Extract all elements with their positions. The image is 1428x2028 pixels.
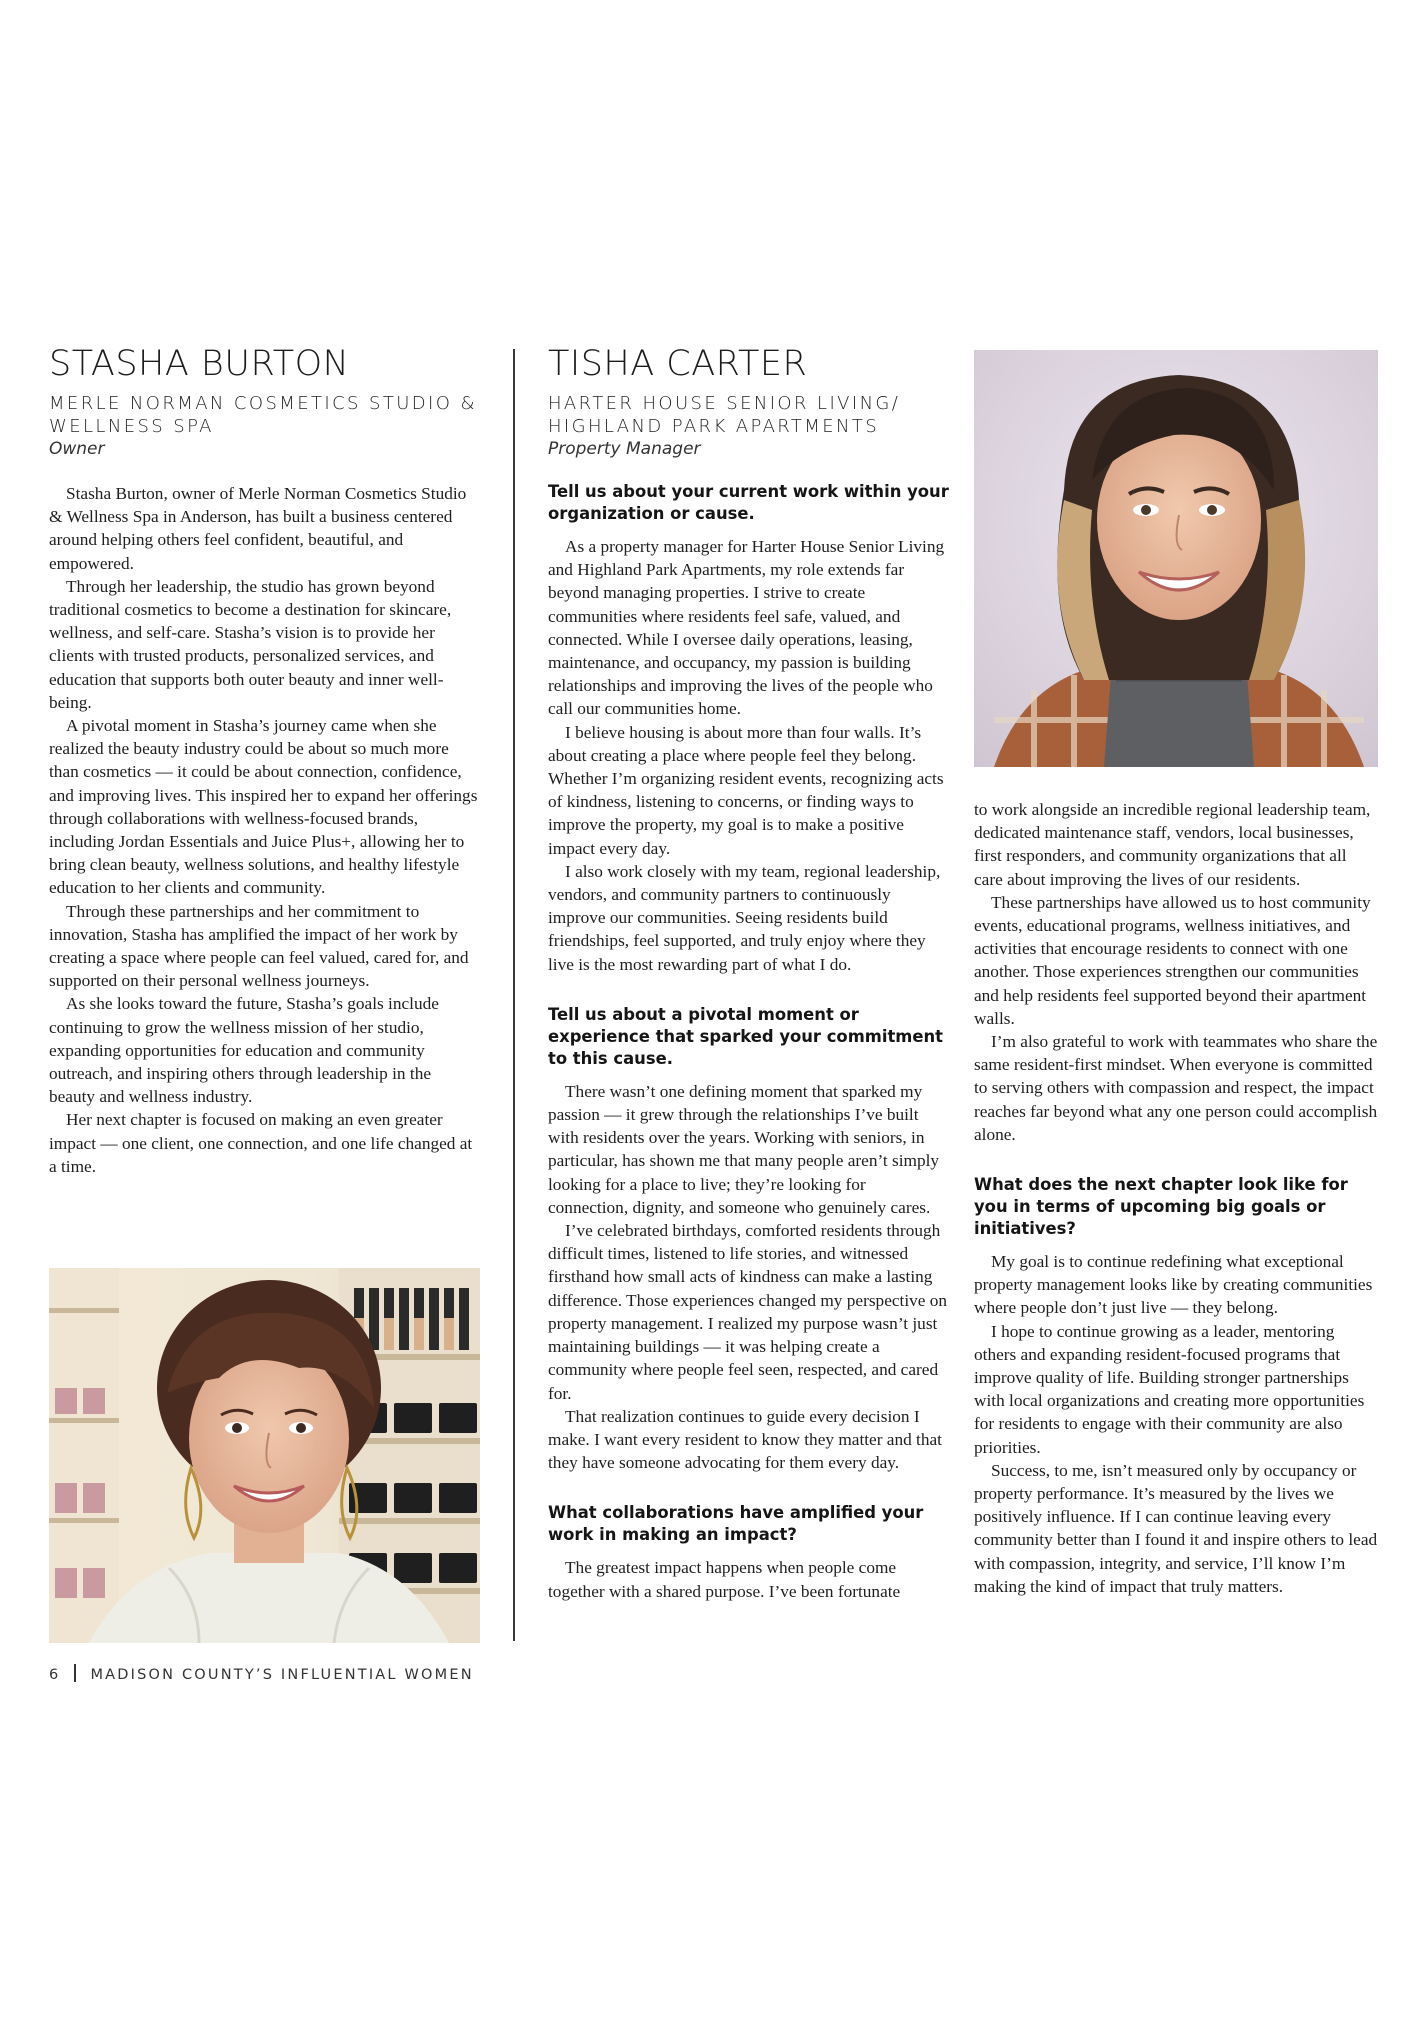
interview-question: Tell us about your current work within your organization or cause. <box>548 482 949 523</box>
body-paragraph: I’ve celebrated birthdays, comforted residents through difficult times, listened to life stories, and witnessed firsthand how small acts of kindness can make a lasting difference. Those experiences changed my perspective on property management. I realized my purpose wasn’t just maintaining buildings — it was helping create a community where people feel seen, respected, and cared for. <box>548 1221 948 1403</box>
page-footer <box>49 1664 474 1683</box>
profile-body-tisha-col2 <box>974 798 1378 1598</box>
body-paragraph: That realization continues to guide every decision I make. I want every resident to know they matter and that they have someone advocating for them every day. <box>548 1406 942 1473</box>
role-title: Owner <box>49 439 105 459</box>
body-paragraph: I also work closely with my team, regional leadership, vendors, and community partners to continuously improve our communities. Seeing residents build friendships, feel supported, and truly enjoy where they live is the most rewarding part of what I do. <box>548 861 941 974</box>
interview-question: What does the next chapter look like for you in terms of upcoming big goals or initiatives? <box>974 1175 1348 1239</box>
body-paragraph: Through her leadership, the studio has grown beyond traditional cosmetics to become a destination for skincare, wellness, and self-care. Stasha’s vision is to provide her clients with trusted products, personalized services, and education that supports both outer beauty and inner well-being. <box>49 576 452 712</box>
body-paragraph: Through these partnerships and her commitment to innovation, Stasha has amplified the impact of her work by creating a space where people can feel valued, cared for, and supported on their personal wellness journeys. <box>49 901 469 991</box>
body-paragraph: Her next chapter is focused on making an even greater impact — one client, one connection, and one life changed at a time. <box>49 1110 473 1176</box>
profile-tisha-carter <box>548 344 950 460</box>
body-paragraph: A pivotal moment in Stasha’s journey came when she realized the beauty industry could be about so much more than cosmetics — it could be about connection, confidence, and improving lives. This inspired her to expand her offerings through collaborations with wellness-focused brands, including Jordan Essentials and Juice Plus+, allowing her to bring clean beauty, wellness solutions, and healthy lifestyle education to her clients and community. <box>49 716 478 898</box>
body-paragraph: to work alongside an incredible regional leadership team, dedicated maintenance staff, vendors, local businesses, first responders, and community organizations that all care about improving the lives of our residents. <box>974 800 1371 889</box>
interview-question: Tell us about a pivotal moment or experience that sparked your commitment to this cause. <box>548 1004 944 1068</box>
profile-stasha-burton <box>49 344 481 460</box>
interview-question: What collaborations have amplified your work in making an impact? <box>548 1503 924 1545</box>
portrait-photo-stasha-burton <box>49 1268 480 1643</box>
body-paragraph: I believe housing is about more than four walls. It’s about creating a place where people feel they belong. Whether I’m organizing resident events, recognizing acts of kindness, listening to concerns, or finding ways to improve the property, my goal is to make a positive impact every day. <box>548 722 944 858</box>
portrait-illustration <box>974 350 1378 767</box>
page-number: 6 <box>49 1667 61 1683</box>
organization-name: HARTER HOUSE SENIOR LIVING/ HIGHLAND PARK APARTMENTS <box>548 393 901 437</box>
body-paragraph: Success, to me, isn’t measured only by occupancy or property performance. It’s measured by the lives we positively influence. If I can continue leaving every community better than I found it and inspire others to lead with compassion, integrity, and service, I’ll know I’m making the kind of impact that truly matters. <box>974 1460 1378 1596</box>
portrait-photo-tisha-carter <box>974 350 1378 767</box>
footer-divider <box>74 1664 76 1682</box>
profile-body-stasha <box>49 482 481 1178</box>
column-divider <box>513 349 515 1641</box>
profile-name: TISHA CARTER <box>548 344 808 384</box>
body-paragraph: The greatest impact happens when people come together with a shared purpose. I’ve been fortunate <box>548 1558 901 1601</box>
portrait-illustration <box>49 1268 480 1643</box>
body-paragraph: These partnerships have allowed us to host community events, educational programs, wellness initiatives, and activities that encourage residents to connect with one another. Those experiences strengthen our communities and help residents feel supported beyond their apartment walls. <box>974 892 1371 1028</box>
profile-body-tisha-col1 <box>548 481 950 1603</box>
body-paragraph: I hope to continue growing as a leader, mentoring others and expanding resident-focused programs that improve quality of life. Building stronger partnerships with local organizations and creating more opportunities for residents to engage with their community are also priorities. <box>974 1321 1365 1457</box>
body-paragraph: My goal is to continue redefining what exceptional property management looks like by creating communities where people don’t just live — they belong. <box>974 1252 1373 1318</box>
body-paragraph: There wasn’t one defining moment that sparked my passion — it grew through the relationships I’ve built with residents over the years. Working with seniors, in particular, has shown me that many people aren’t simply looking for a place to live; they’re looking for connection, dignity, and someone who genuinely cares. <box>548 1081 940 1217</box>
body-paragraph: Stasha Burton, owner of Merle Norman Cosmetics Studio & Wellness Spa in Anderson, has built a business centered around helping others feel confident, beautiful, and empowered. <box>49 484 467 573</box>
body-paragraph: As a property manager for Harter House Senior Living and Highland Park Apartments, my role extends far beyond managing properties. I strive to create communities where residents feel safe, valued, and connected. While I oversee daily operations, leasing, maintenance, and occupancy, my passion is building relationships and improving the lives of the people who call our communities home. <box>548 537 945 719</box>
profile-name: STASHA BURTON <box>49 344 350 384</box>
role-title: Property Manager <box>548 439 701 459</box>
organization-name: MERLE NORMAN COSMETICS STUDIO & WELLNESS SPA <box>49 393 477 437</box>
publication-title: MADISON COUNTY’S INFLUENTIAL WOMEN <box>90 1667 474 1683</box>
body-paragraph: As she looks toward the future, Stasha’s goals include continuing to grow the wellness mission of her studio, expanding opportunities for education and community outreach, and inspiring others through leadership in the beauty and wellness industry. <box>49 994 439 1107</box>
body-paragraph: I’m also grateful to work with teammates who share the same resident-first mindset. When everyone is committed to serving others with compassion and respect, the impact reaches far beyond what any one person could accomplish alone. <box>974 1032 1378 1144</box>
